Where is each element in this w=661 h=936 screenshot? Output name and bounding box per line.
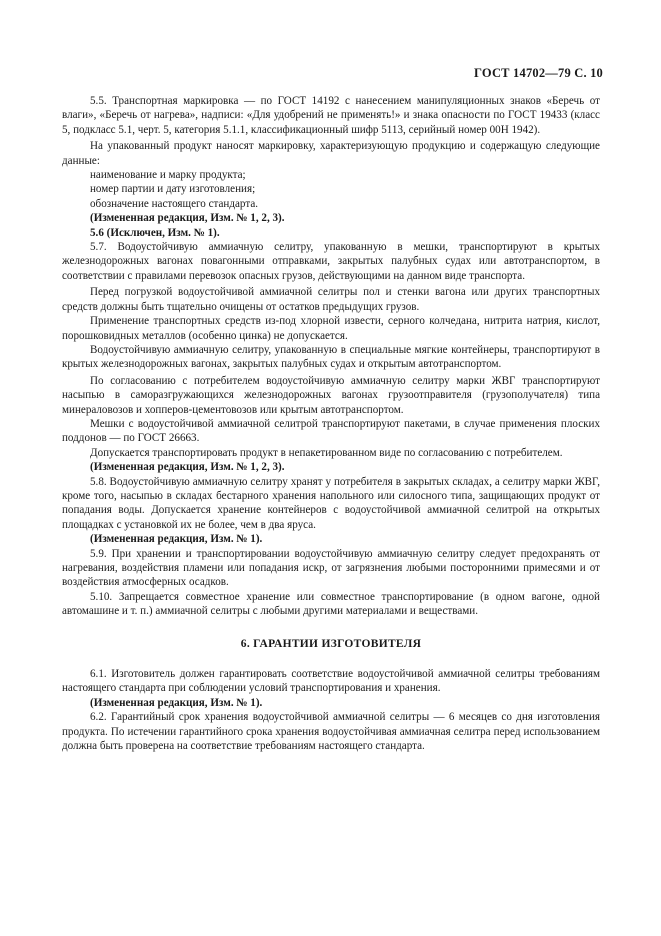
paragraph-containers: Водоустойчивую аммиачную селитру, упакованную в специальные мягкие контейнеры, транспортируют в крытых железнодорожных вагонах, закрытых палубных судах и открытым автотранспортом. <box>62 343 600 371</box>
amendment-note: (Измененная редакция, Изм. № 1, 2, 3). <box>90 461 285 474</box>
paragraph-5-9: 5.9. При хранении и транспортировании водоустойчивую аммиачную селитру следует предохранять от нагревания, воздействия пламени или попадания искр, от загрязнения любыми посторонними примесями и от воздействия атмосферных осадков. <box>62 547 600 589</box>
paragraph-5-6: 5.6 (Исключен, Изм. № 1). <box>90 226 220 239</box>
paragraph-bulk-transport: По согласованию с потребителем водоустойчивую аммиачную селитру марки ЖВГ транспортируют насыпью в саморазгружающихся железнодорожных вагонах грузоотправителя (грузополучателя) типа минераловозов и хопперов-цементовозов или крытым автотранспортом. <box>62 374 600 416</box>
paragraph-5-7: 5.7. Водоустойчивую аммиачную селитру, упакованную в мешки, транспортируют в крытых железнодорожных вагонах повагонными отправками, закрытых палубных судах или автотранспортом, в соответствии с правилами перевозок опасных грузов, действующими на данном виде транспорта. <box>62 241 600 282</box>
paragraph-5-5: 5.5. Транспортная маркировка — по ГОСТ 14192 с нанесением манипуляционных знаков «Беречь от влаги», «Беречь от нагрева», надписи: «Для удобрений не применять!» и знака опасности по ГОСТ 19433 (класс 5, подкласс 5.1, черт. 5, категория 5.1.1, классификационный шифр 5113, серийный номер 00Н 1942). <box>62 95 600 136</box>
list-item-standard-designation: обозначение настоящего стандарта. <box>90 197 259 210</box>
document-body <box>62 94 600 753</box>
paragraph-prohibited-vehicles: Применение транспортных средств из-под хлорной извести, серного колчедана, нитрита натрия, кислот, порошковидных металлов (особенно цинка) не допускается. <box>62 315 600 342</box>
paragraph-5-10: 5.10. Запрещается совместное хранение или совместное транспортирование (в одном вагоне, одной автомашине и т. п.) аммиачной селитры с любыми другими материалами и веществами. <box>62 590 600 618</box>
paragraph-marking-intro: На упакованный продукт наносят маркировку, характеризующую продукцию и содержащую следующие данные: <box>62 140 600 167</box>
paragraph-loading: Перед погрузкой водоустойчивой аммиачной селитры пол и стенки вагона или других транспортных средств должны быть тщательно очищены от остатков предыдущих грузов. <box>62 286 600 313</box>
amendment-note: (Измененная редакция, Изм. № 1, 2, 3). <box>90 212 285 225</box>
list-item-product-name: наименование и марку продукта; <box>90 169 246 182</box>
paragraph-5-8: 5.8. Водоустойчивую аммиачную селитру хранят у потребителя в закрытых складах, а селитру марки ЖВГ, кроме того, насыпью в складах бестарного хранения напольного или силосного типа, защищающих продукт от попадания воды. Допускается хранение контейнеров с водоустойчивой аммиачной селитрой на открытых площадках с установкой их не более, чем в два яруса. <box>62 475 600 531</box>
paragraph-6-1: 6.1. Изготовитель должен гарантировать соответствие водоустойчивой аммиачной селитры требованиям настоящего стандарта при соблюдении условий транспортирования и хранения. <box>62 668 600 695</box>
paragraph-6-2: 6.2. Гарантийный срок хранения водоустойчивой аммиачной селитры — 6 месяцев со дня изготовления продукта. По истечении гарантийного срока хранения водоустойчивая аммиачная селитра перед использованием должна быть проверена на соответствие требованиям настоящего стандарта. <box>62 711 600 753</box>
section-title: 6. ГАРАНТИИ ИЗГОТОВИТЕЛЯ <box>240 637 422 650</box>
page-header: ГОСТ 14702—79 С. 10 <box>474 66 603 80</box>
paragraph-packets: Мешки с водоустойчивой аммиачной селитрой транспортируют пакетами, в случае применения плоских поддонов — по ГОСТ 26663. <box>62 417 600 445</box>
paragraph-unpacketed: Допускается транспортировать продукт в непакетированном виде по согласованию с потребителем. <box>90 446 563 459</box>
amendment-note: (Измененная редакция, Изм. № 1). <box>90 696 263 709</box>
list-item-batch-date: номер партии и дату изготовления; <box>90 183 256 196</box>
amendment-note: (Измененная редакция, Изм. № 1). <box>90 533 263 546</box>
